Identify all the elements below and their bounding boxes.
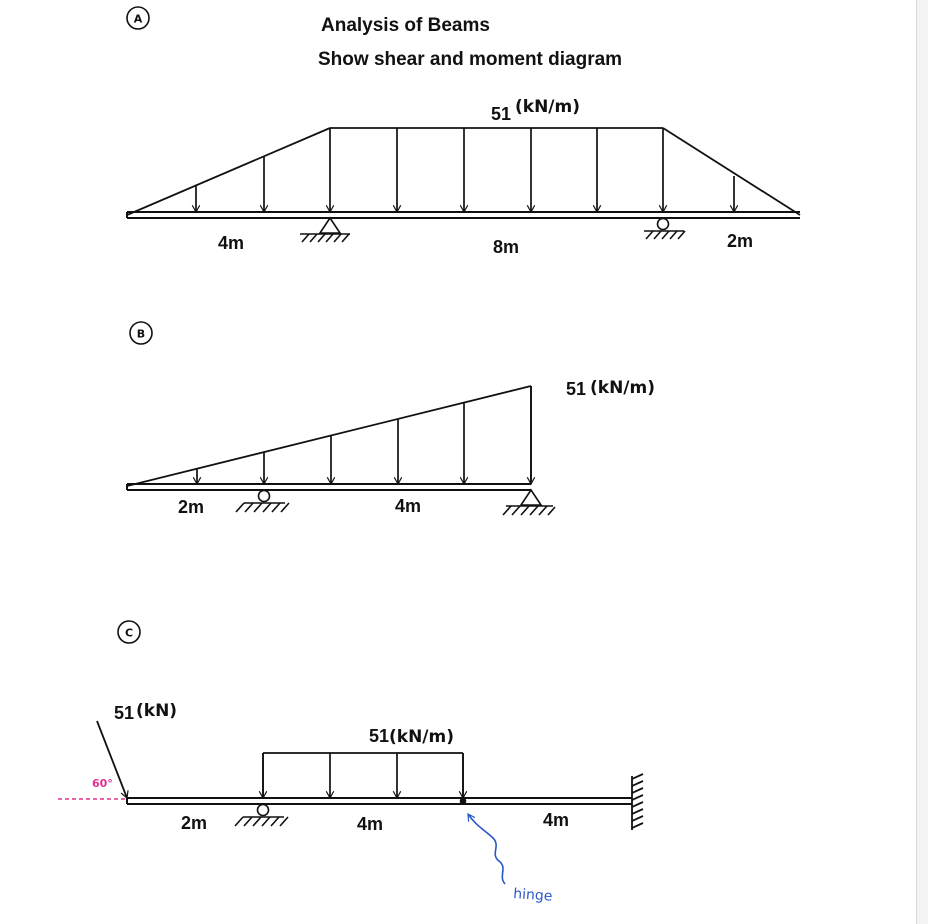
problem-b-load-unit: (kN/m) [590,378,655,398]
problem-c-id: C [124,626,134,640]
fixed-support-icon [632,774,643,830]
problem-c-load-arrows [263,753,463,798]
problem-c-badge [118,621,140,643]
hinge-point [460,798,467,805]
problem-a-id: A [133,12,143,26]
problem-c-span-3: 4m [543,810,570,830]
problem-a-load-arrows [196,128,734,212]
problem-b-badge [130,322,152,344]
problem-c-point-load-value: 51 [114,703,135,723]
problem-c-angle: 60° [92,777,113,790]
problem-a-span-3: 2m [727,231,754,251]
page-title: Analysis of Beams [321,15,490,36]
problem-a-load-unit: (kN/m) [515,97,580,117]
scrollbar-gutter [917,0,928,924]
problem-c-load-diagram [263,753,463,798]
problem-b-load-value: 51 [566,379,587,399]
problem-b-span-1: 2m [178,497,205,517]
problem-b-id: B [136,327,146,341]
hinge-pointer-arrow [468,814,505,884]
problem-a-load-value: 51 [491,104,512,124]
problem-b-beam [127,484,531,490]
problem-a-span-1: 4m [218,233,245,253]
roller-support-icon [644,219,685,240]
problem-a-beam [127,212,800,218]
problem-b [127,322,655,517]
problem-b-load-arrows [197,386,531,484]
problem-a-span-2: 8m [493,237,520,257]
hinge-label: hinge [512,886,553,905]
problem-c [58,621,643,905]
problem-c-span-2: 4m [357,814,384,834]
page-subtitle: Show shear and moment diagram [318,49,623,70]
roller-support-icon [235,805,288,827]
roller-support-icon [236,491,289,513]
pin-support-icon [300,218,350,242]
problem-c-beam [127,798,632,804]
problem-c-point-load-unit: (kN) [136,701,178,721]
problem-c-load-value: 51 [369,726,390,746]
pin-support-icon [503,490,555,515]
problem-c-load-unit: (kN/m) [389,727,454,747]
problem-b-load-diagram [127,386,531,486]
problem-a [127,7,800,257]
problem-a-badge [127,7,149,29]
problem-b-span-2: 4m [395,496,422,516]
problem-c-span-1: 2m [181,813,208,833]
